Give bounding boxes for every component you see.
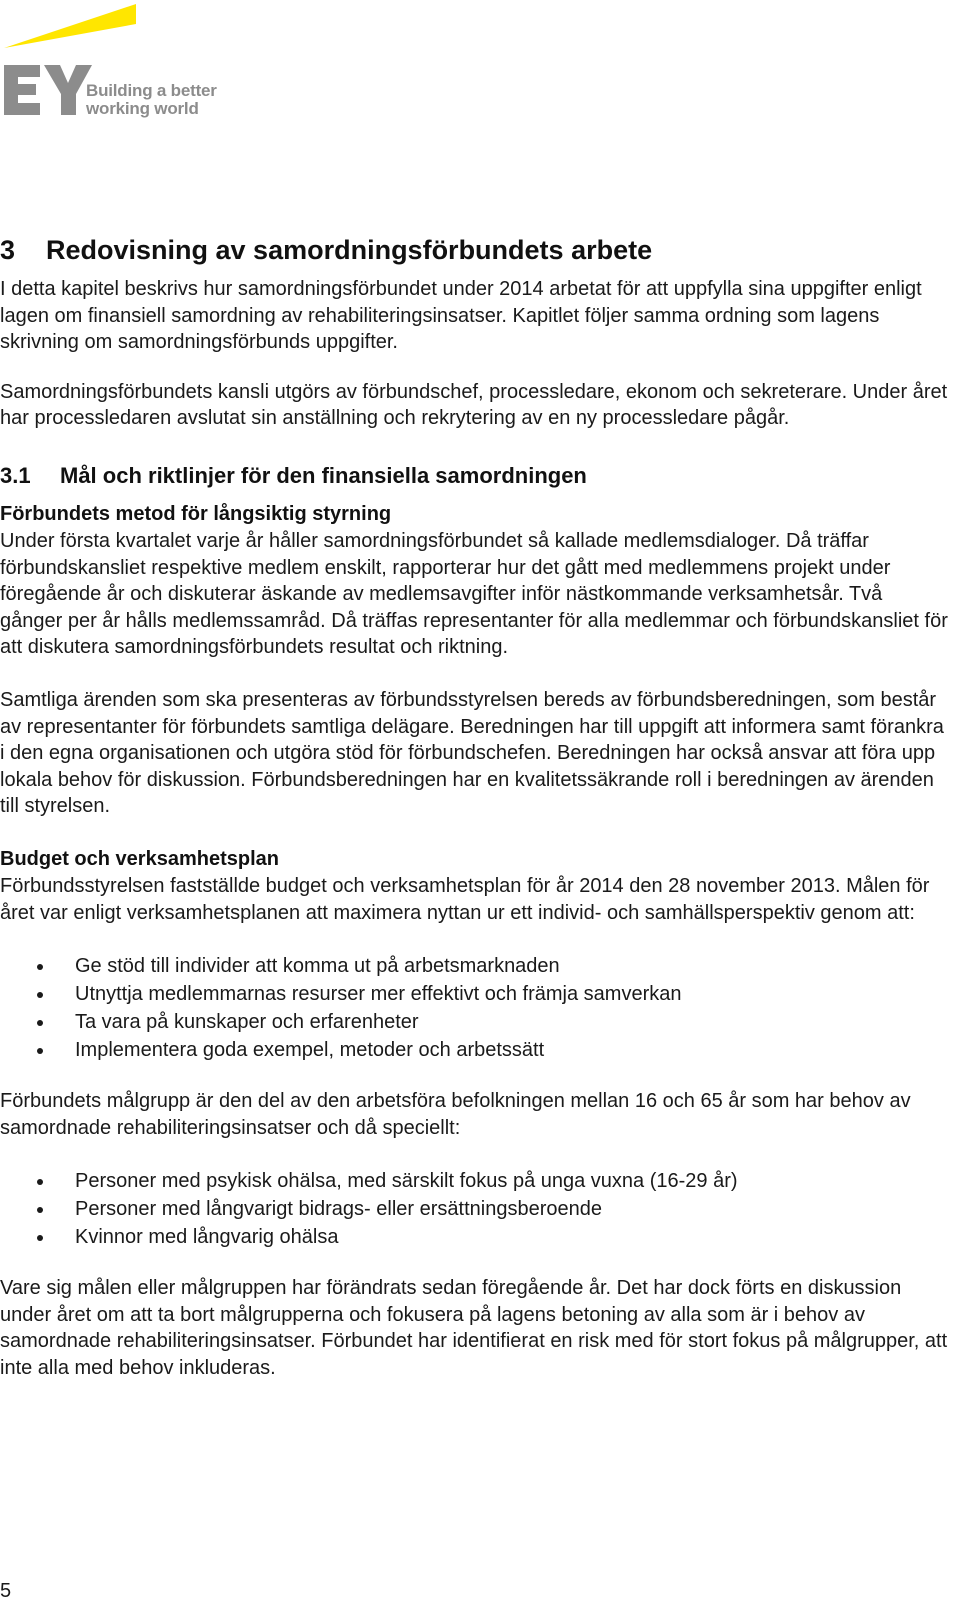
goals-list — [0, 952, 950, 1064]
intro-paragraph-2: Samordningsförbundets kansli utgörs av förbundschef, processledare, ekonom och sekreterare. Under året har processledaren avslutat sin anställning och rekrytering av en ny processledare pågår. — [0, 380, 948, 430]
document-body — [0, 232, 950, 1382]
subsection-title: Mål och riktlinjer för den finansiella samordningen — [60, 462, 587, 488]
subsection-number: 3.1 — [0, 462, 31, 488]
list-item: Personer med långvarigt bidrags- eller ersättningsberoende — [0, 1195, 950, 1223]
tagline-line-2: working world — [86, 99, 199, 118]
tagline-line-1: Building a better — [86, 81, 217, 100]
budget-heading: Budget och verksamhetsplan — [0, 847, 279, 870]
section-title: Redovisning av samordningsförbundets arbete — [46, 235, 653, 265]
ey-logo — [0, 0, 230, 130]
list-item: Implementera goda exempel, metoder och arbetssätt — [0, 1036, 950, 1064]
section-heading — [0, 232, 950, 268]
target-group-paragraph: Förbundets målgrupp är den del av den arbetsföra befolkningen mellan 16 och 65 år som har behov av samordnade rehabiliteringsinsatser och då speciellt: — [0, 1090, 911, 1139]
method-paragraph-1: Under första kvartalet varje år håller samordningsförbundet så kallade medlemsdialoger. Då träffar förbundskansliet respektive medlem enskilt, rapporterar hur det gått med medlemmens projekt under föregående år och diskuterar äskande av medlemsavgifter inför nästkommande verksamhetsår. Två gånger per år hålls medlemssamråd. Då träffas representanter för alla medlemmar och förbundskansliet för att diskutera samordningsförbundets resultat och riktning. — [0, 529, 948, 659]
subsection-heading — [0, 461, 950, 491]
list-item: Personer med psykisk ohälsa, med särskilt fokus på unga vuxna (16-29 år) — [0, 1167, 950, 1195]
page-number: 5 — [0, 1580, 12, 1602]
list-item: Ta vara på kunskaper och erfarenheter — [0, 1008, 950, 1036]
budget-paragraph: Förbundsstyrelsen fastställde budget och verksamhetsplan för år 2014 den 28 november 2013. Målen för året var enligt verksamhetsplanen att maximera nyttan ur ett individ- och samhällsperspektiv genom att: — [0, 874, 930, 924]
section-number: 3 — [0, 235, 16, 265]
list-item: Ge stöd till individer att komma ut på arbetsmarknaden — [0, 952, 950, 980]
list-item: Kvinnor med långvarig ohälsa — [0, 1223, 950, 1251]
method-paragraph-2: Samtliga ärenden som ska presenteras av förbundsstyrelsen bereds av förbundsberedningen, som består av representanter för förbundets samtliga delägare. Beredningen har till uppgift att informera samt förankra i den egna organisationen och utgöra stöd för förbundschefen. Beredningen har också ansvar att föra upp lokala behov för diskussion. Förbundsberedningen har en kvalitetssäkrande roll i beredningen av ärenden till styrelsen. — [0, 688, 944, 818]
method-heading: Förbundets metod för långsiktig styrning — [0, 502, 392, 525]
closing-paragraph: Vare sig målen eller målgruppen har förändrats sedan föregående år. Det har dock förts en diskussion under året om att ta bort målgrupperna och fokusera på lagens betoning av alla som är i behov av samordnade rehabiliteringsinsatser. Förbundet har identifierat en risk med för stort fokus på målgrupper, att inte alla med behov inkluderas. — [0, 1277, 948, 1380]
logo-tagline — [86, 82, 217, 118]
intro-paragraph-1: I detta kapitel beskrivs hur samordningsförbundet under 2014 arbetat för att uppfylla sina uppgifter enligt lagen om finansiell samordning av rehabiliteringsinsatser. Kapitlet följer samma ordning som lagens skrivning om samordningsförbunds uppgifter. — [0, 278, 922, 354]
target-group-list — [0, 1167, 950, 1251]
list-item: Utnyttja medlemmarnas resurser mer effektivt och främja samverkan — [0, 980, 950, 1008]
